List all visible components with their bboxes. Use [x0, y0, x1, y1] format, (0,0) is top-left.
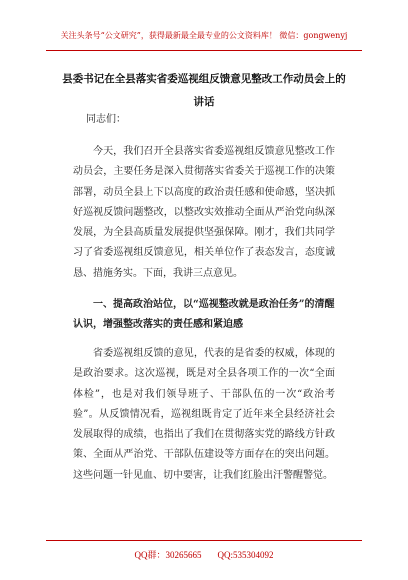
page-footer: [0, 540, 408, 580]
greeting: 同志们：: [86, 114, 126, 125]
document-title: 县委书记在全县落实省委巡视组反馈意见整改工作动员会上的讲话: [62, 73, 346, 108]
section-heading: 一、提高政治站位，以“巡视整改就是政治任务”的清醒认识，增强整改落实的责任感和紧迫感: [73, 299, 335, 331]
paragraph-section-1: 省委巡视组反馈的意见，代表的是省委的权威，体现的是政治要求。这次巡视，既是对全县各项工作的一次“全面体检”，也是对我们领导班子、干部队伍的一次“政治考验”。从反馈情况看，巡视组既肯定了近年来全县经济社会发展取得的成绩，也指出了我们在贯彻落实党的路线方针政策、全面从严治党、干部队伍建设等方面存在的突出问题。这些问题一针见血、切中要害，让我们红脸出汗警醒警觉。: [73, 348, 335, 481]
header-divider: [46, 50, 362, 51]
header-banner-text: 关注头条号“公文研究”，获得最新最全最专业的公文资料库！ 微信：gongwenyj: [60, 31, 348, 40]
page-header: [0, 0, 408, 62]
paragraph-intro: 今天，我们召开全县落实省委巡视组反馈意见整改工作动员会，主要任务是深入贯彻落实省委关于巡视工作的决策部署，动员全县上下以高度的政治责任感和使命感，坚决抓好巡视反馈问题整改，以整改实效推动全面从严治党向纵深发展，为全县高质量发展提供坚强保障。刚才，我们共同学习了省委巡视组反馈意见，相关单位作了表态发言，态度诚恳、措施务实。下面，我讲三点意见。: [73, 146, 335, 279]
footer-qq-group: QQ群：30265665: [134, 550, 202, 560]
footer-qq: QQ:535304092: [217, 550, 274, 560]
footer-divider: [46, 540, 362, 541]
footer-contact: [0, 548, 408, 561]
